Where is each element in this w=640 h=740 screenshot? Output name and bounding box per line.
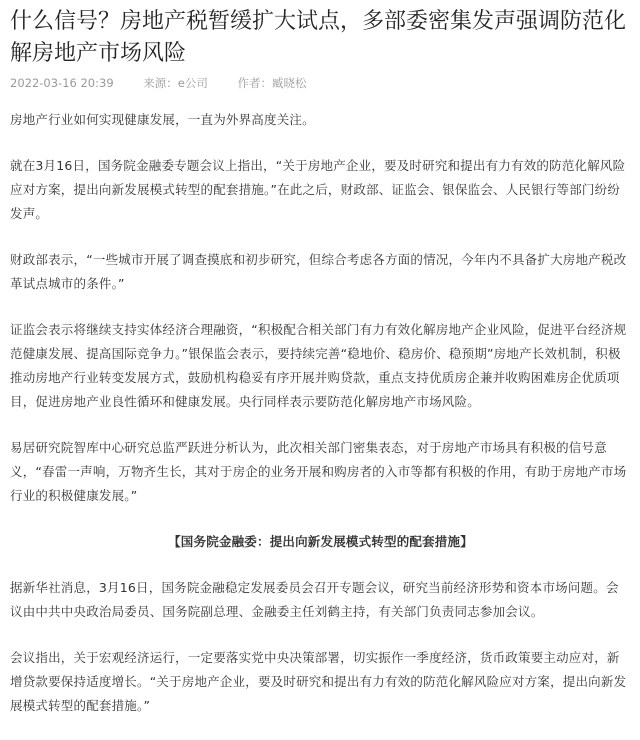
paragraph: 易居研究院智库中心研究总监严跃进分析认为，此次相关部门密集表态，对于房地产市场具有积极的信号意义，“春雷一声响，万物齐生长，其对于房企的业务开展和购房者的入市等都有积极的作用，有助于房地产市场行业的积极健康发展。” <box>10 440 627 503</box>
publish-date: 2022-03-16 20:39 <box>10 76 114 90</box>
article-title: 什么信号？房地产税暂缓扩大试点，多部委密集发声强调防范化解房地产市场风险 <box>10 9 627 66</box>
source-label: 来源： <box>143 76 178 90</box>
author-label: 作者： <box>237 76 273 90</box>
source-name[interactable]: e公司 <box>177 76 208 90</box>
paragraph: 据新华社消息，3月16日，国务院金融稳定发展委员会召开专题会议，研究当前经济形势和资本市场问题。会议由中共中央政治局委员、国务院副总理、金融委主任刘鹤主持，有关部门负责同志参加会议。 <box>10 580 619 619</box>
author-info <box>238 76 307 90</box>
paragraph: 房地产行业如何实现健康发展，一直为外界高度关注。 <box>10 112 315 127</box>
paragraph: 会议指出，关于宏观经济运行，一定要落实党中央决策部署，切实振作一季度经济，货币政策要主动应对，新增贷款要保持适度增长。“关于房地产企业，要及时研究和提出有力有效的防范化解风险应对方案，提出向新发展模式转型的配套措施。” <box>10 650 627 713</box>
source-info <box>143 76 208 90</box>
section-subheading: 【国务院金融委：提出向新发展模式转型的配套措施】 <box>168 534 473 549</box>
article-meta <box>10 75 630 91</box>
author-name: 臧晓松 <box>272 76 307 90</box>
paragraph: 就在3月16日，国务院金融委专题会议上指出，“关于房地产企业，要及时研究和提出有力有效的防范化解风险应对方案，提出向新发展模式转型的配套措施。”在此之后，财政部、证监会、银保监会、人民银行等部门纷纷发声。 <box>10 158 626 221</box>
paragraph: 财政部表示，“一些城市开展了调查摸底和初步研究，但综合考虑各方面的情况，今年内不具备扩大房地产税改革试点城市的条件。” <box>10 252 627 291</box>
article-body <box>10 108 631 740</box>
paragraph: 证监会表示将继续支持实体经济合理融资，“积极配合相关部门有力有效化解房地产企业风险，促进平台经济规范健康发展、提高国际竞争力。”银保监会表示，要持续完善“稳地价、稳房价、稳预期”房地产长效机制，积极推动房地产行业转变发展方式，鼓励机构稳妥有序开展并购贷款，重点支持优质房企兼并收购困难房企优质项目，促进房地产业良性循环和健康发展。央行同样表示要防范化解房地产市场风险。 <box>10 322 627 409</box>
